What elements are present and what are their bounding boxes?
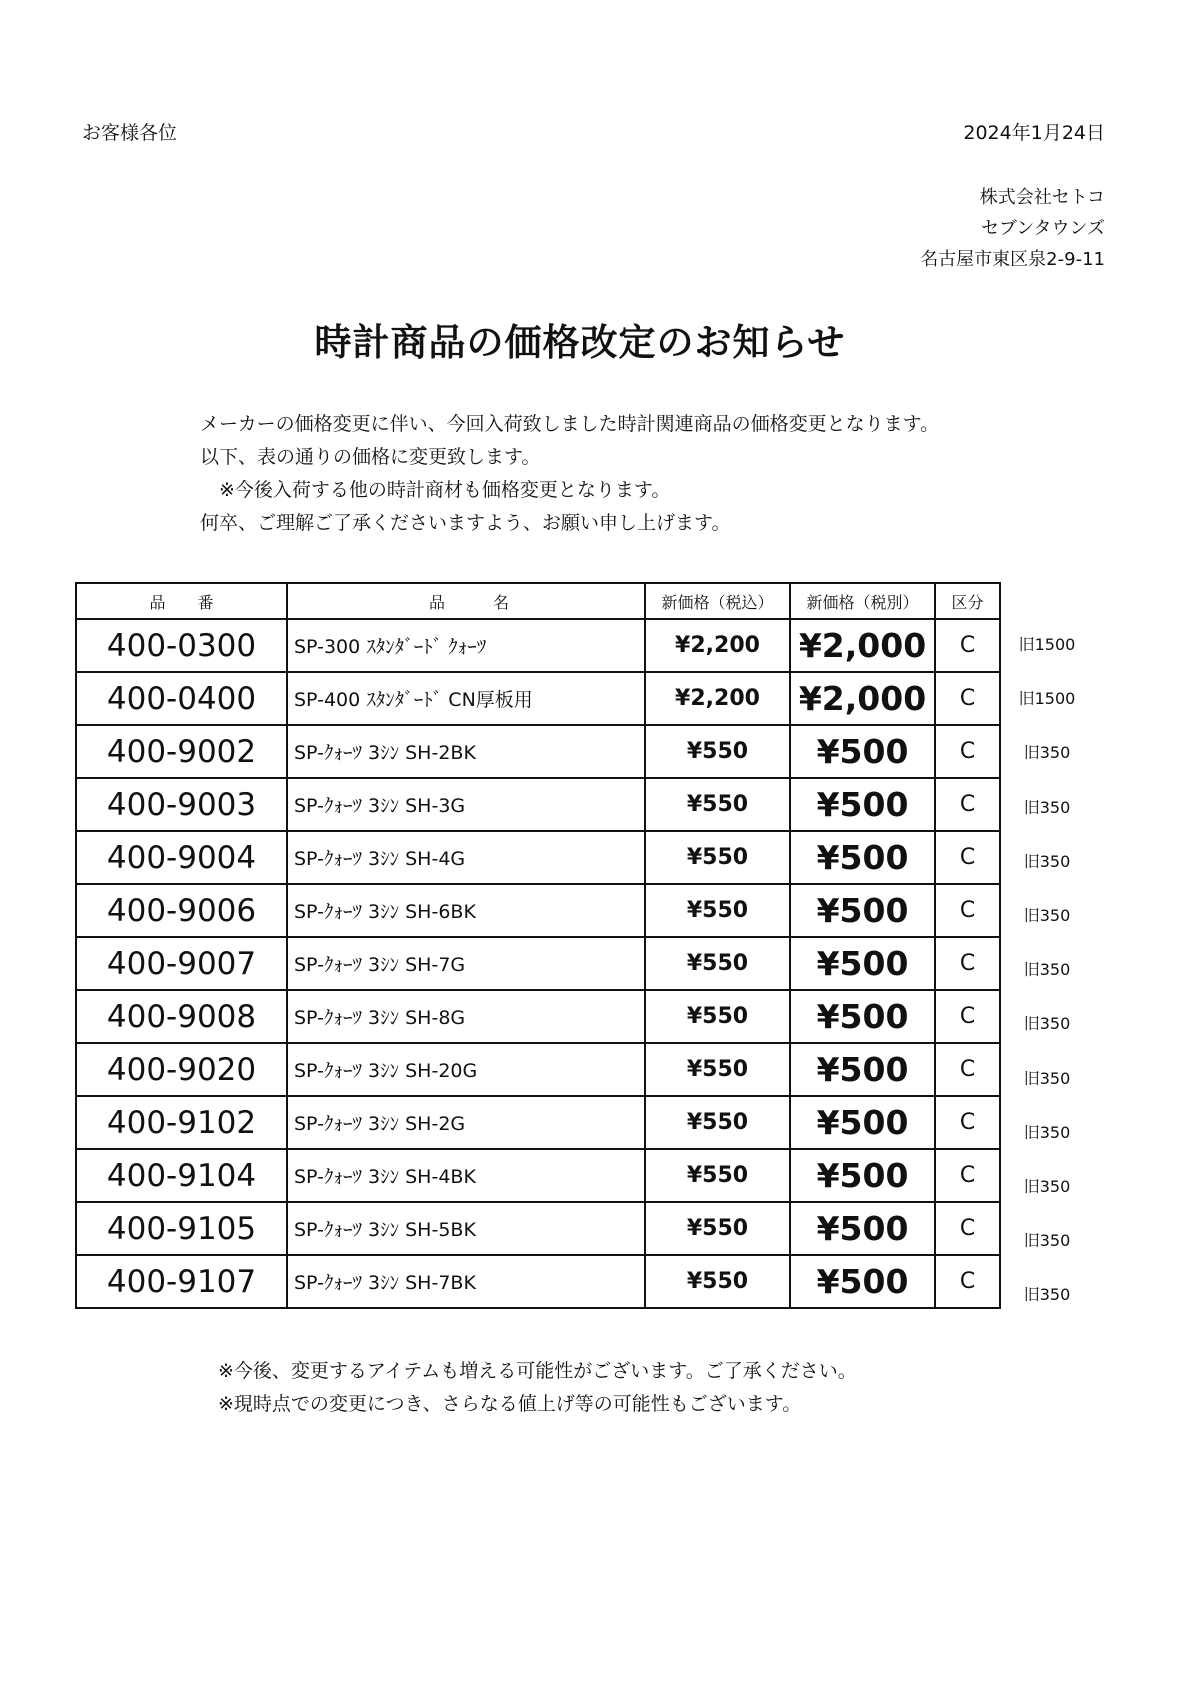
cell-name: SP-ｸｫｰﾂ 3ｼﾝ SH-2BK bbox=[287, 725, 645, 778]
table-row bbox=[76, 672, 1000, 725]
header-category: 区分 bbox=[935, 583, 1000, 619]
intro-line: 何卒、ご理解ご了承くださいますよう、お願い申し上げます。 bbox=[200, 512, 731, 534]
cell-price-tax-excl: ¥500 bbox=[790, 725, 935, 778]
cell-category: C bbox=[935, 1043, 1000, 1096]
header-price-tax-excl: 新価格（税別） bbox=[790, 583, 935, 619]
cell-code: 400-9107 bbox=[76, 1255, 287, 1308]
recipient-salutation: お客様各位 bbox=[82, 122, 178, 144]
old-price-label: 旧350 bbox=[1023, 851, 1071, 871]
page-title: 時計商品の価格改定のお知らせ bbox=[314, 321, 846, 364]
table-row bbox=[76, 831, 1000, 884]
old-price-label: 旧350 bbox=[1023, 905, 1071, 925]
table-row bbox=[76, 937, 1000, 990]
cell-price-tax-incl: ¥2,200 bbox=[645, 619, 790, 672]
cell-price-tax-incl: ¥2,200 bbox=[645, 672, 790, 725]
cell-price-tax-excl: ¥500 bbox=[790, 1202, 935, 1255]
cell-name: SP-400 ｽﾀﾝﾀﾞｰﾄﾞ CN厚板用 bbox=[287, 672, 645, 725]
table-row bbox=[76, 1202, 1000, 1255]
old-price-label: 旧350 bbox=[1023, 1285, 1071, 1305]
old-price-label: 旧350 bbox=[1023, 1122, 1071, 1142]
cell-code: 400-9008 bbox=[76, 990, 287, 1043]
cell-price-tax-incl: ¥550 bbox=[645, 884, 790, 937]
header-name: 品 名 bbox=[287, 583, 645, 619]
cell-price-tax-incl: ¥550 bbox=[645, 1202, 790, 1255]
cell-code: 400-0400 bbox=[76, 672, 287, 725]
cell-category: C bbox=[935, 725, 1000, 778]
cell-price-tax-incl: ¥550 bbox=[645, 1043, 790, 1096]
table-row bbox=[76, 619, 1000, 672]
cell-name: SP-ｸｫｰﾂ 3ｼﾝ SH-2G bbox=[287, 1096, 645, 1149]
old-price-label: 旧350 bbox=[1023, 1014, 1071, 1034]
cell-code: 400-9002 bbox=[76, 725, 287, 778]
cell-category: C bbox=[935, 937, 1000, 990]
company-store: セブンタウンズ bbox=[980, 218, 1105, 239]
notice-date: 2024年1月24日 bbox=[963, 122, 1105, 144]
cell-code: 400-9104 bbox=[76, 1149, 287, 1202]
cell-name: SP-ｸｫｰﾂ 3ｼﾝ SH-4BK bbox=[287, 1149, 645, 1202]
cell-price-tax-excl: ¥2,000 bbox=[790, 672, 935, 725]
cell-category: C bbox=[935, 884, 1000, 937]
table-row bbox=[76, 990, 1000, 1043]
cell-name: SP-ｸｫｰﾂ 3ｼﾝ SH-7G bbox=[287, 937, 645, 990]
cell-price-tax-excl: ¥500 bbox=[790, 884, 935, 937]
cell-category: C bbox=[935, 778, 1000, 831]
old-price-label: 旧350 bbox=[1023, 743, 1071, 763]
intro-line: ※今後入荷する他の時計商材も価格変更となります。 bbox=[200, 479, 671, 501]
cell-price-tax-excl: ¥500 bbox=[790, 1255, 935, 1308]
footer-note: ※今後、変更するアイテムも増える可能性がございます。ご了承ください。 bbox=[218, 1360, 857, 1382]
header-code: 品 番 bbox=[76, 583, 287, 619]
cell-code: 400-9102 bbox=[76, 1096, 287, 1149]
cell-price-tax-excl: ¥500 bbox=[790, 1149, 935, 1202]
cell-category: C bbox=[935, 1202, 1000, 1255]
cell-name: SP-ｸｫｰﾂ 3ｼﾝ SH-4G bbox=[287, 831, 645, 884]
footer-notes bbox=[218, 1355, 857, 1421]
intro-line: 以下、表の通りの価格に変更致します。 bbox=[200, 446, 541, 468]
cell-category: C bbox=[935, 619, 1000, 672]
cell-price-tax-incl: ¥550 bbox=[645, 1096, 790, 1149]
cell-name: SP-ｸｫｰﾂ 3ｼﾝ SH-3G bbox=[287, 778, 645, 831]
table-row bbox=[76, 778, 1000, 831]
cell-name: SP-ｸｫｰﾂ 3ｼﾝ SH-5BK bbox=[287, 1202, 645, 1255]
cell-price-tax-excl: ¥2,000 bbox=[790, 619, 935, 672]
old-price-label: 旧350 bbox=[1023, 1231, 1071, 1251]
cell-price-tax-incl: ¥550 bbox=[645, 778, 790, 831]
cell-category: C bbox=[935, 1255, 1000, 1308]
cell-code: 400-9105 bbox=[76, 1202, 287, 1255]
price-table bbox=[75, 582, 1001, 1309]
cell-name: SP-ｸｫｰﾂ 3ｼﾝ SH-8G bbox=[287, 990, 645, 1043]
table-row bbox=[76, 725, 1000, 778]
table-row bbox=[76, 884, 1000, 937]
cell-code: 400-0300 bbox=[76, 619, 287, 672]
old-price-label: 旧350 bbox=[1023, 960, 1071, 980]
intro-paragraph bbox=[200, 408, 939, 540]
cell-name: SP-300 ｽﾀﾝﾀﾞｰﾄﾞ ｸｫｰﾂ bbox=[287, 619, 645, 672]
cell-price-tax-incl: ¥550 bbox=[645, 990, 790, 1043]
cell-price-tax-excl: ¥500 bbox=[790, 1096, 935, 1149]
cell-code: 400-9004 bbox=[76, 831, 287, 884]
table-row bbox=[76, 1149, 1000, 1202]
price-table-body bbox=[76, 619, 1000, 1308]
cell-price-tax-incl: ¥550 bbox=[645, 1255, 790, 1308]
table-row bbox=[76, 1043, 1000, 1096]
old-price-column bbox=[1002, 618, 1092, 1322]
cell-name: SP-ｸｫｰﾂ 3ｼﾝ SH-6BK bbox=[287, 884, 645, 937]
company-name: 株式会社セトコ bbox=[979, 187, 1105, 208]
cell-price-tax-excl: ¥500 bbox=[790, 831, 935, 884]
header-price-tax-incl: 新価格（税込） bbox=[645, 583, 790, 619]
cell-price-tax-incl: ¥550 bbox=[645, 937, 790, 990]
cell-price-tax-excl: ¥500 bbox=[790, 990, 935, 1043]
cell-name: SP-ｸｫｰﾂ 3ｼﾝ SH-7BK bbox=[287, 1255, 645, 1308]
cell-category: C bbox=[935, 990, 1000, 1043]
table-row bbox=[76, 1255, 1000, 1308]
footer-note: ※現時点での変更につき、さらなる値上げ等の可能性もございます。 bbox=[218, 1393, 802, 1415]
old-price-label: 旧1500 bbox=[1018, 635, 1076, 654]
price-table-header-row bbox=[76, 583, 1000, 619]
cell-code: 400-9020 bbox=[76, 1043, 287, 1096]
cell-code: 400-9007 bbox=[76, 937, 287, 990]
table-row bbox=[76, 1096, 1000, 1149]
cell-category: C bbox=[935, 831, 1000, 884]
cell-category: C bbox=[935, 1096, 1000, 1149]
cell-price-tax-excl: ¥500 bbox=[790, 778, 935, 831]
company-block bbox=[920, 182, 1105, 275]
old-price-label: 旧350 bbox=[1023, 797, 1071, 817]
cell-code: 400-9003 bbox=[76, 778, 287, 831]
company-address: 名古屋市東区泉2-9-11 bbox=[920, 249, 1105, 270]
cell-name: SP-ｸｫｰﾂ 3ｼﾝ SH-20G bbox=[287, 1043, 645, 1096]
cell-price-tax-excl: ¥500 bbox=[790, 937, 935, 990]
cell-category: C bbox=[935, 1149, 1000, 1202]
cell-category: C bbox=[935, 672, 1000, 725]
intro-line: メーカーの価格変更に伴い、今回入荷致しました時計関連商品の価格変更となります。 bbox=[200, 413, 940, 435]
cell-code: 400-9006 bbox=[76, 884, 287, 937]
old-price-label: 旧1500 bbox=[1018, 689, 1076, 709]
cell-price-tax-incl: ¥550 bbox=[645, 1149, 790, 1202]
old-price-label: 旧350 bbox=[1023, 1068, 1071, 1088]
cell-price-tax-incl: ¥550 bbox=[645, 725, 790, 778]
cell-price-tax-excl: ¥500 bbox=[790, 1043, 935, 1096]
cell-price-tax-incl: ¥550 bbox=[645, 831, 790, 884]
old-price-label: 旧350 bbox=[1023, 1176, 1071, 1196]
